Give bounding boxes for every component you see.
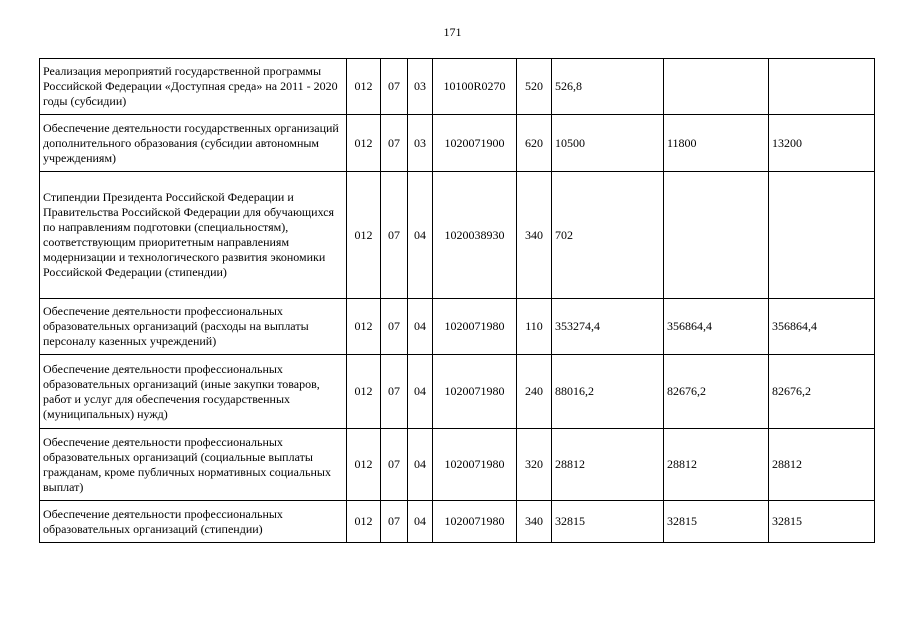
row-name: Обеспечение деятельности государственных организаций дополнительного образования (субсидии автономным учреждениям) — [40, 115, 347, 172]
target-code: 1020071900 — [433, 115, 517, 172]
amount-year-1: 28812 — [552, 429, 664, 501]
expense-type-code: 520 — [517, 59, 552, 115]
amount-year-1: 88016,2 — [552, 355, 664, 429]
row-name: Обеспечение деятельности профессиональных образовательных организаций (социальные выплаты гражданам, кроме публичных нормативных социальных выплат) — [40, 429, 347, 501]
target-code: 1020071980 — [433, 299, 517, 355]
subsection-code: 04 — [408, 172, 433, 299]
row-name: Реализация мероприятий государственной программы Российской Федерации «Доступная среда» на 2011 - 2020 годы (субсидии) — [40, 59, 347, 115]
section-code: 07 — [381, 501, 408, 543]
ministry-code: 012 — [347, 501, 381, 543]
expense-type-code: 240 — [517, 355, 552, 429]
amount-year-2: 28812 — [664, 429, 769, 501]
table-row — [40, 115, 875, 172]
amount-year-1: 32815 — [552, 501, 664, 543]
table-row — [40, 59, 875, 115]
table-row — [40, 429, 875, 501]
amount-year-2 — [664, 59, 769, 115]
expense-type-code: 620 — [517, 115, 552, 172]
amount-year-1: 526,8 — [552, 59, 664, 115]
amount-year-3: 32815 — [769, 501, 875, 543]
row-name: Стипендии Президента Российской Федерации и Правительства Российской Федерации для обучающихся по направлениям подготовки (специальностям), соответствующим приоритетным направлениям модернизации и технологического развития экономики Российской Федерации (стипендии) — [40, 172, 347, 299]
amount-year-3 — [769, 172, 875, 299]
ministry-code: 012 — [347, 355, 381, 429]
row-name: Обеспечение деятельности профессиональных образовательных организаций (расходы на выплаты персоналу казенных учреждений) — [40, 299, 347, 355]
amount-year-3: 28812 — [769, 429, 875, 501]
section-code: 07 — [381, 59, 408, 115]
amount-year-3: 13200 — [769, 115, 875, 172]
amount-year-1: 10500 — [552, 115, 664, 172]
table-row — [40, 172, 875, 299]
section-code: 07 — [381, 355, 408, 429]
section-code: 07 — [381, 115, 408, 172]
table-row — [40, 299, 875, 355]
subsection-code: 03 — [408, 115, 433, 172]
ministry-code: 012 — [347, 429, 381, 501]
table-row — [40, 355, 875, 429]
target-code: 1020071980 — [433, 355, 517, 429]
amount-year-3: 82676,2 — [769, 355, 875, 429]
amount-year-2: 82676,2 — [664, 355, 769, 429]
amount-year-2: 11800 — [664, 115, 769, 172]
target-code: 1020038930 — [433, 172, 517, 299]
expense-type-code: 340 — [517, 501, 552, 543]
amount-year-2: 356864,4 — [664, 299, 769, 355]
table-row — [40, 501, 875, 543]
budget-table — [39, 58, 875, 543]
target-code: 10100R0270 — [433, 59, 517, 115]
row-name: Обеспечение деятельности профессиональных образовательных организаций (стипендии) — [40, 501, 347, 543]
page-number: 171 — [443, 25, 462, 39]
subsection-code: 04 — [408, 501, 433, 543]
section-code: 07 — [381, 299, 408, 355]
expense-type-code: 340 — [517, 172, 552, 299]
ministry-code: 012 — [347, 172, 381, 299]
expense-type-code: 110 — [517, 299, 552, 355]
subsection-code: 04 — [408, 355, 433, 429]
target-code: 1020071980 — [433, 501, 517, 543]
section-code: 07 — [381, 172, 408, 299]
subsection-code: 03 — [408, 59, 433, 115]
amount-year-2 — [664, 172, 769, 299]
section-code: 07 — [381, 429, 408, 501]
subsection-code: 04 — [408, 429, 433, 501]
amount-year-3 — [769, 59, 875, 115]
amount-year-1: 353274,4 — [552, 299, 664, 355]
subsection-code: 04 — [408, 299, 433, 355]
amount-year-1: 702 — [552, 172, 664, 299]
ministry-code: 012 — [347, 299, 381, 355]
amount-year-3: 356864,4 — [769, 299, 875, 355]
expense-type-code: 320 — [517, 429, 552, 501]
ministry-code: 012 — [347, 115, 381, 172]
amount-year-2: 32815 — [664, 501, 769, 543]
ministry-code: 012 — [347, 59, 381, 115]
row-name: Обеспечение деятельности профессиональных образовательных организаций (иные закупки товаров, работ и услуг для обеспечения государственных (муниципальных) нужд) — [40, 355, 347, 429]
target-code: 1020071980 — [433, 429, 517, 501]
